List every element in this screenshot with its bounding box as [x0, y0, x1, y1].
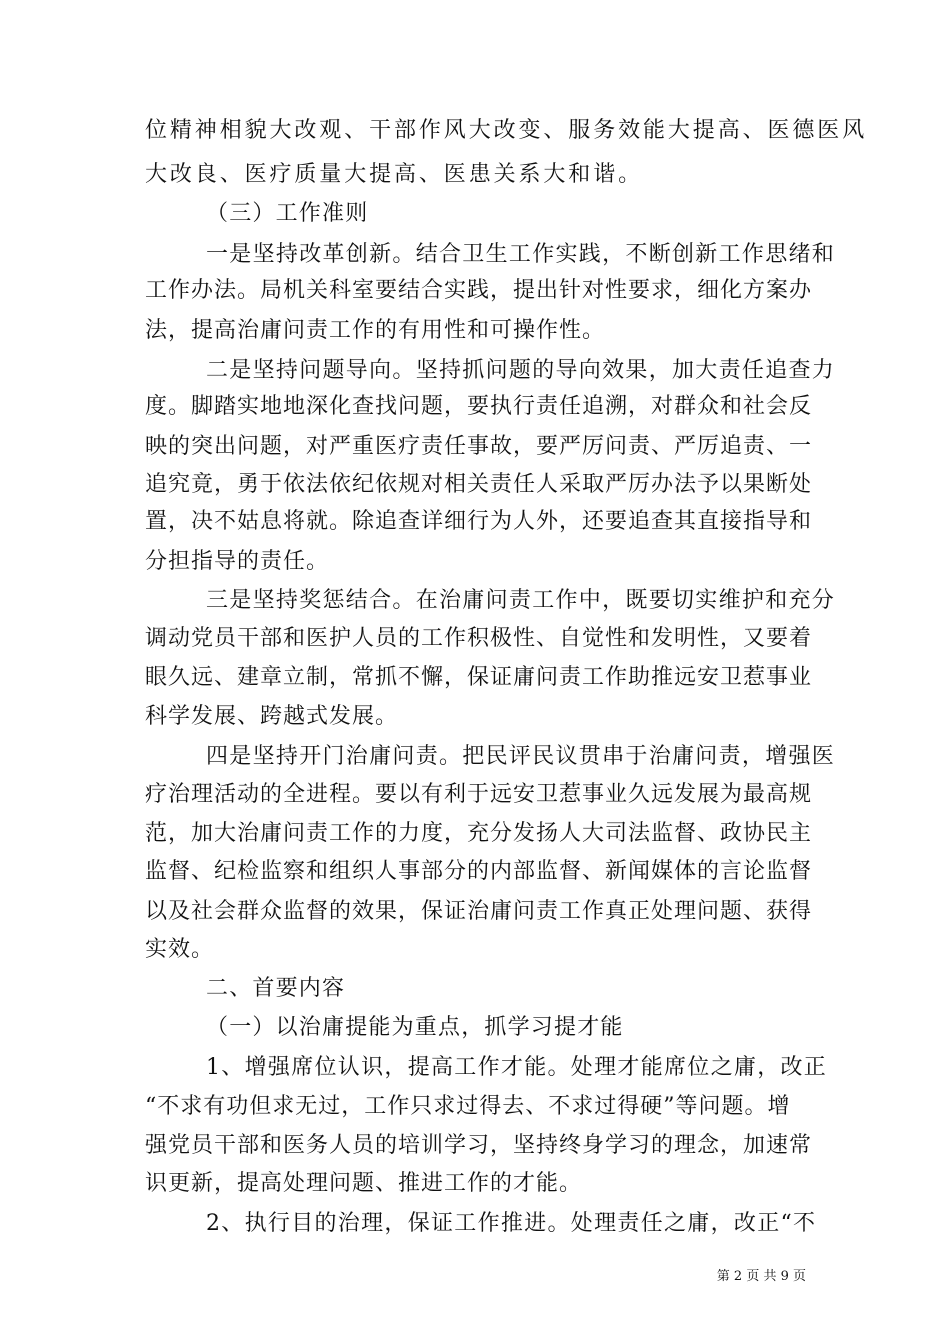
text-line: 一是坚持改革创新。结合卫生工作实践，不断创新工作思绪和 [206, 242, 836, 267]
text-line: 识更新，提高处理问题、推进工作的才能。 [145, 1171, 583, 1196]
text-line: 工作办法。局机关科室要结合实践，提出针对性要求，细化方案办 [145, 278, 813, 303]
text-line: 监督、纪检监察和组织人事部分的内部监督、新闻媒体的言论监督 [145, 859, 813, 884]
text-line: 眼久远、建章立制，常抓不懈，保证庸问责工作助推远安卫惹事业 [145, 665, 813, 690]
text-line: 三是坚持奖惩结合。在治庸问责工作中，既要切实维护和充分 [206, 588, 836, 613]
text-line: 位精神相貌大改观、干部作风大改变、服务效能大提高、医德医风 [145, 118, 868, 143]
text-line: 疗治理活动的全进程。要以有利于远安卫惹事业久远发展为最高规 [145, 782, 813, 807]
text-line: （一）以治庸提能为重点，抓学习提才能 [206, 1015, 624, 1040]
text-line: 追究竟，勇于依法依纪依规对相关责任人采取严厉办法予以果断处 [145, 472, 813, 497]
text-line: （三）工作准则 [206, 201, 369, 226]
text-line: 二是坚持问题导向。坚持抓问题的导向效果，加大责任追查力 [206, 358, 836, 383]
text-line: 四是坚持开门治庸问责。把民评民议贯串于治庸问责，增强医 [206, 744, 836, 769]
text-line: 度。脚踏实地地深化查找问题，要执行责任追溯，对群众和社会反 [145, 394, 813, 419]
text-line: 映的突出问题，对严重医疗责任事故，要严厉问责、严厉追责、一 [145, 434, 813, 459]
text-line: 大改良、医疗质量大提高、医患关系大和谐。 [145, 162, 644, 187]
text-line: “不求有功但求无过，工作只求过得去、不求过得硬”等问题。增 [145, 1094, 791, 1119]
text-line: 分担指导的责任。 [145, 549, 330, 574]
text-line: 二、首要内容 [206, 976, 346, 1001]
page-number-footer: 第 2 页 共 9 页 [716, 1269, 806, 1284]
text-line: 1、增强席位认识，提高工作才能。处理才能席位之庸，改正 [206, 1055, 828, 1080]
text-line: 强党员干部和医务人员的培训学习，坚持终身学习的理念，加速常 [145, 1133, 813, 1158]
text-line: 2、执行目的治理，保证工作推进。处理责任之庸，改正“不 [206, 1211, 817, 1236]
text-line: 以及社会群众监督的效果，保证治庸问责工作真正处理问题、获得 [145, 899, 813, 924]
text-line: 调动党员干部和医护人员的工作积极性、自觉性和发明性，又要着 [145, 626, 813, 651]
text-line: 实效。 [145, 937, 215, 962]
text-line: 置，决不姑息将就。除追查详细行为人外，还要追查其直接指导和 [145, 509, 813, 534]
text-line: 法，提高治庸问责工作的有用性和可操作性。 [145, 318, 606, 343]
text-line: 科学发展、跨越式发展。 [145, 704, 399, 729]
text-line: 范，加大治庸问责工作的力度，充分发扬人大司法监督、政协民主 [145, 821, 813, 846]
